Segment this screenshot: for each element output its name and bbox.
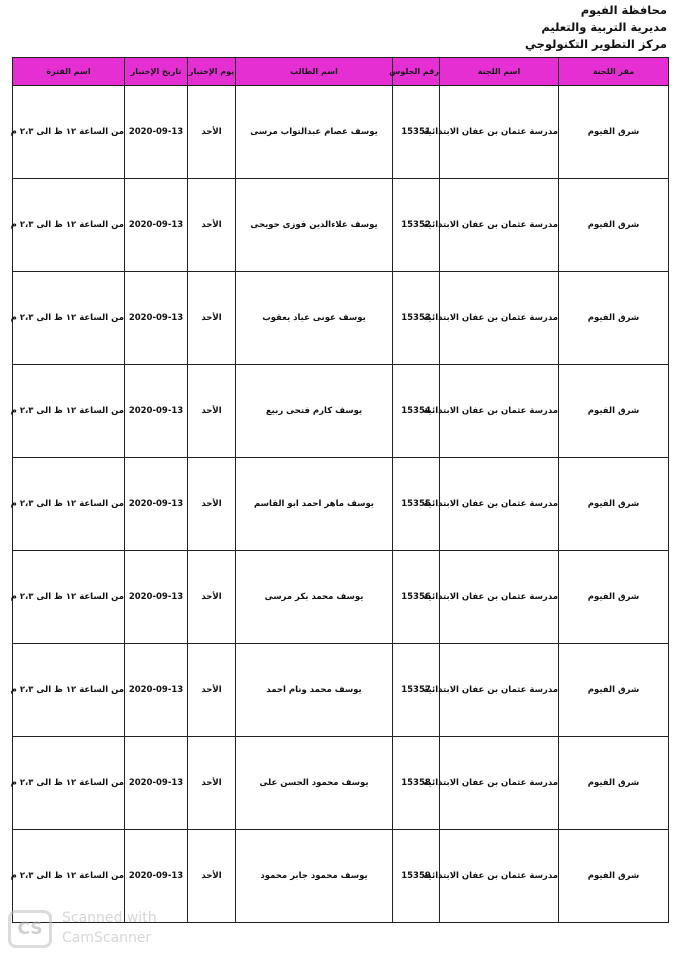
exam-schedule-table [12,57,669,923]
column-header-location: مقر اللجنة [559,58,669,86]
period-cell: من الساعة ١٢ ظ الى ٢،٣ م [13,737,125,830]
period-cell: من الساعة ١٢ ظ الى ٢،٣ م [13,365,125,458]
committee-name-cell: مدرسة عثمان بن عفان الابتدائية [440,365,559,458]
table-row [13,737,669,830]
watermark-line-2: CamScanner [62,930,152,946]
table-row [13,644,669,737]
seat-number-cell: 15353 [393,272,440,365]
table-row [13,551,669,644]
seat-number-cell: 15356 [393,551,440,644]
committee-name-cell: مدرسة عثمان بن عفان الابتدائية [440,737,559,830]
seat-number-cell: 15351 [393,86,440,179]
student-name-cell: يوسف عونى عياد يعقوب [236,272,393,365]
student-name-cell: يوسف محمد بكر مرسى [236,551,393,644]
student-name-cell: يوسف محمد ونام احمد [236,644,393,737]
committee-location-cell: شرق الفيوم [559,737,669,830]
committee-location-cell: شرق الفيوم [559,830,669,923]
committee-name-cell: مدرسة عثمان بن عفان الابتدائية [440,644,559,737]
exam-day-cell: الأحد [188,365,236,458]
exam-day-cell: الأحد [188,86,236,179]
column-header-day: يوم الإختبار [188,58,236,86]
exam-day-cell: الأحد [188,737,236,830]
committee-location-cell: شرق الفيوم [559,551,669,644]
table-row [13,272,669,365]
committee-location-cell: شرق الفيوم [559,179,669,272]
committee-location-cell: شرق الفيوم [559,86,669,179]
committee-location-cell: شرق الفيوم [559,458,669,551]
committee-name-cell: مدرسة عثمان بن عفان الابتدائية [440,830,559,923]
committee-name-cell: مدرسة عثمان بن عفان الابتدائية [440,179,559,272]
committee-name-cell: مدرسة عثمان بن عفان الابتدائية [440,86,559,179]
committee-location-cell: شرق الفيوم [559,365,669,458]
exam-day-cell: الأحد [188,551,236,644]
exam-day-cell: الأحد [188,272,236,365]
committee-name-cell: مدرسة عثمان بن عفان الابتدائية [440,551,559,644]
exam-date-cell: 2020-09-13 [125,179,188,272]
period-cell: من الساعة ١٢ ظ الى ٢،٣ م [13,644,125,737]
period-cell: من الساعة ١٢ ظ الى ٢،٣ م [13,272,125,365]
table-row [13,458,669,551]
seat-number-cell: 15354 [393,365,440,458]
student-name-cell: يوسف علاءالدين فوزى حويحى [236,179,393,272]
camscanner-logo-icon: CS [8,910,52,948]
period-cell: من الساعة ١٢ ظ الى ٢،٣ م [13,458,125,551]
seat-number-cell: 15357 [393,644,440,737]
student-name-cell: يوسف كارم فتحى ربيع [236,365,393,458]
student-name-cell: يوسف عصام عبدالتواب مرسى [236,86,393,179]
period-cell: من الساعة ١٢ ظ الى ٢،٣ م [13,830,125,923]
table-row [13,179,669,272]
seat-number-cell: 15355 [393,458,440,551]
directorate-title: مديرية التربية والتعليم [541,20,667,34]
exam-date-cell: 2020-09-13 [125,737,188,830]
column-header-period: اسم الفترة [13,58,125,86]
exam-date-cell: 2020-09-13 [125,365,188,458]
column-header-date: تاريخ الإختبار [125,58,188,86]
period-cell: من الساعة ١٢ ظ الى ٢،٣ م [13,179,125,272]
watermark-line-1: Scanned with [62,910,157,926]
seat-number-cell: 15352 [393,179,440,272]
committee-location-cell: شرق الفيوم [559,644,669,737]
table-row [13,365,669,458]
column-header-student: اسم الطالب [236,58,393,86]
exam-date-cell: 2020-09-13 [125,551,188,644]
student-name-cell: يوسف محمود الحسن على [236,737,393,830]
governorate-title: محافظة الفيوم [580,3,667,17]
period-cell: من الساعة ١٢ ظ الى ٢،٣ م [13,551,125,644]
column-header-committee: اسم اللجنة [440,58,559,86]
seat-number-cell: 15359 [393,830,440,923]
exam-date-cell: 2020-09-13 [125,644,188,737]
committee-location-cell: شرق الفيوم [559,272,669,365]
exam-date-cell: 2020-09-13 [125,458,188,551]
exam-date-cell: 2020-09-13 [125,272,188,365]
exam-day-cell: الأحد [188,458,236,551]
period-cell: من الساعة ١٢ ظ الى ٢،٣ م [13,86,125,179]
committee-name-cell: مدرسة عثمان بن عفان الابتدائية [440,272,559,365]
table-header-row [13,58,669,86]
student-name-cell: يوسف محمود جابر محمود [236,830,393,923]
exam-date-cell: 2020-09-13 [125,86,188,179]
camscanner-watermark [8,908,183,952]
column-header-seat: رقم الجلوس [393,58,440,86]
center-title: مركز التطوير التكنولوجي [525,37,667,51]
table-row [13,86,669,179]
exam-day-cell: الأحد [188,644,236,737]
exam-day-cell: الأحد [188,179,236,272]
document-header [525,2,667,53]
seat-number-cell: 15358 [393,737,440,830]
exam-date-cell: 2020-09-13 [125,830,188,923]
committee-name-cell: مدرسة عثمان بن عفان الابتدائية [440,458,559,551]
student-name-cell: يوسف ماهر احمد ابو القاسم [236,458,393,551]
exam-day-cell: الأحد [188,830,236,923]
